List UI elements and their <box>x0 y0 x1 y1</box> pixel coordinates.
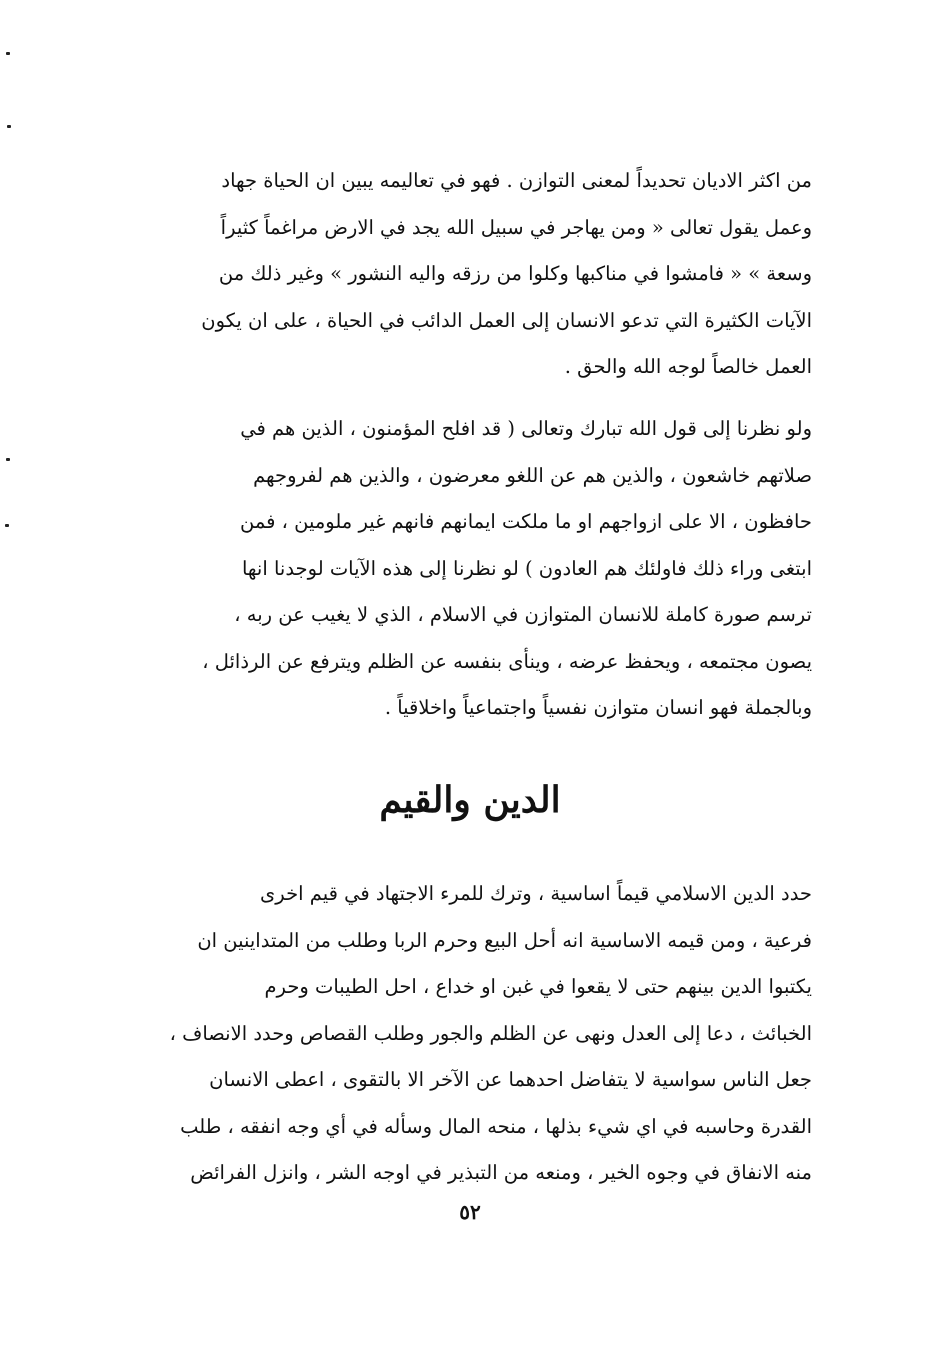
text-line: وسعة » « فامشوا في مناكبها وكلوا من رزقه واليه النشور » وغير ذلك من <box>218 262 812 285</box>
text-line: حدد الدين الاسلامي قيماً اساسية ، وترك للمرء الاجتهاد في قيم اخرى <box>260 882 812 905</box>
section-heading: الدين والقيم <box>379 779 561 821</box>
paragraph-religion-and-values <box>150 871 812 1197</box>
text-line: الآيات الكثيرة التي تدعو الانسان إلى العمل الدائب في الحياة ، على ان يكون <box>201 308 812 332</box>
scan-speck <box>5 524 9 527</box>
paragraph-balance-in-islam <box>150 158 812 391</box>
text-line: ابتغى وراء ذلك فاولئك هم العادون ) لو نظرنا إلى هذه الآيات لوجدنا انها <box>241 556 812 580</box>
text-line: من اكثر الاديان تحديداً لمعنى التوازن . فهو في تعاليمه يبين ان الحياة جهاد <box>221 169 812 192</box>
page-number: ٥٢ <box>459 1200 481 1224</box>
paragraph-believers-verses <box>150 406 812 732</box>
text-line: الخبائث ، دعا إلى العدل ونهى عن الظلم والجور وطلب القصاص وحدد الانصاف ، <box>169 1021 812 1045</box>
scan-speck <box>6 52 10 55</box>
scan-speck <box>6 458 10 461</box>
text-line: جعل الناس سواسية لا يتفاضل احدهما عن الآخر الا بالتقوى ، اعطى الانسان <box>209 1068 812 1091</box>
text-line: منه الانفاق في وجوه الخير ، ومنعه من التبذير في اوجه الشر ، وانزل الفرائض <box>190 1161 812 1184</box>
text-line: القدرة وحاسبه في اي شيء بذلها ، منحه المال وسأله في أي وجه انفقه ، طلب <box>180 1114 812 1138</box>
text-line: يكتبوا الدين بينهم حتى لا يقعوا في غبن او خداع ، احل الطيبات وحرم <box>264 975 812 998</box>
text-line: وعمل يقول تعالى « ومن يهاجر في سبيل الله يجد في الارض مراغماً كثيراً <box>220 215 812 239</box>
text-line: فرعية ، ومن قيمه الاساسية انه أحل البيع وحرم الربا وطلب من المتداينين ان <box>197 928 812 952</box>
text-line: ترسم صورة كاملة للانسان المتوازن في الاسلام ، الذي لا يغيب عن ربه ، <box>234 603 812 626</box>
text-line: ولو نظرنا إلى قول الله تبارك وتعالى ( قد افلح المؤمنون ، الذين هم في <box>240 417 812 440</box>
text-line: العمل خالصاً لوجه الله والحق . <box>564 355 812 378</box>
text-line: يصون مجتمعه ، ويحفظ عرضه ، وينأى بنفسه عن الظلم ويترفع عن الرذائل ، <box>202 649 812 673</box>
text-line: حافظون ، الا على ازواجهم او ما ملكت ايمانهم فانهم غير ملومين ، فمن <box>239 510 812 533</box>
scan-speck <box>7 125 11 128</box>
text-line: صلاتهم خاشعون ، والذين هم عن اللغو معرضون ، والذين هم لفروجهم <box>253 463 812 487</box>
text-line: وبالجملة فهو انسان متوازن نفسياً واجتماعياً واخلاقياً . <box>384 696 812 719</box>
